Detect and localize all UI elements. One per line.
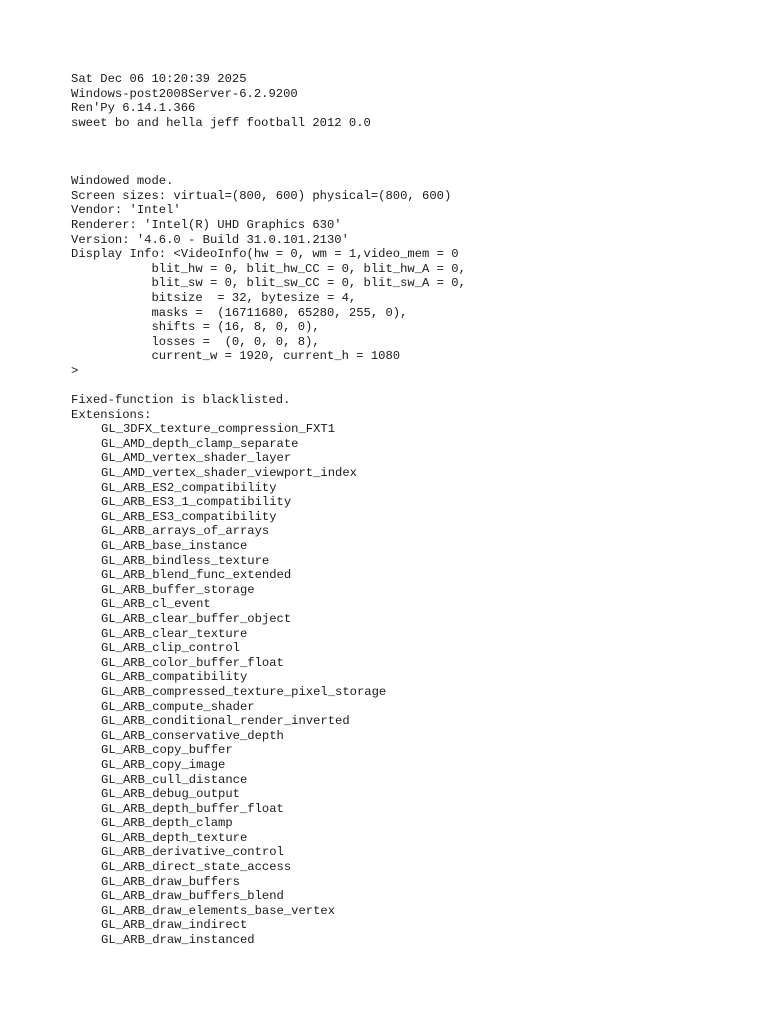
- extension-item: GL_ARB_draw_buffers_blend: [101, 889, 284, 904]
- screen-sizes-line: Screen sizes: virtual=(800, 600) physical=(800, 600): [71, 188, 452, 203]
- fixed-function-line: Fixed-function is blacklisted.: [71, 393, 291, 408]
- timestamp-line: Sat Dec 06 10:20:39 2025: [71, 72, 247, 86]
- extension-item: GL_ARB_clear_buffer_object: [101, 611, 292, 626]
- extension-item: GL_ARB_ES3_compatibility: [101, 509, 277, 524]
- display-mode-line: Windowed mode.: [71, 174, 174, 189]
- extension-item: GL_ARB_derivative_control: [101, 845, 284, 860]
- extension-item: GL_ARB_color_buffer_float: [101, 655, 284, 670]
- spacer: [71, 378, 751, 393]
- display-info-line: blit_sw = 0, blit_sw_CC = 0, blit_sw_A = 0,: [71, 276, 466, 291]
- extension-item: GL_ARB_blend_func_extended: [101, 568, 292, 583]
- platform-line: Windows-post2008Server-6.2.9200: [71, 86, 298, 101]
- display-info-line: masks = (16711680, 65280, 255, 0),: [71, 305, 408, 320]
- extension-item: GL_ARB_depth_buffer_float: [101, 801, 284, 816]
- renderer-line: Renderer: 'Intel(R) UHD Graphics 630': [71, 217, 342, 232]
- extension-item: GL_ARB_copy_buffer: [101, 743, 233, 758]
- extension-item: GL_ARB_direct_state_access: [101, 860, 292, 875]
- extension-item: GL_ARB_base_instance: [101, 539, 248, 553]
- extension-item: GL_ARB_compute_shader: [101, 699, 255, 714]
- extension-item: GL_ARB_arrays_of_arrays: [101, 524, 270, 539]
- spacer: [71, 160, 751, 175]
- extension-item: GL_ARB_clear_texture: [101, 626, 248, 641]
- spacer: [71, 130, 751, 145]
- engine-line: Ren'Py 6.14.1.366: [71, 101, 196, 116]
- extension-item: GL_ARB_copy_image: [101, 757, 226, 772]
- extension-item: GL_ARB_draw_instanced: [101, 933, 255, 948]
- extension-item: GL_ARB_ES2_compatibility: [101, 480, 277, 495]
- extension-item: GL_ARB_conditional_render_inverted: [101, 714, 350, 729]
- spacer: [71, 145, 751, 160]
- extensions-label: Extensions:: [71, 407, 152, 422]
- extension-item: GL_ARB_draw_buffers: [101, 874, 240, 889]
- display-info-line: bitsize = 32, bytesize = 4,: [71, 290, 357, 305]
- extension-item: GL_ARB_draw_elements_base_vertex: [101, 903, 336, 918]
- extension-item: GL_ARB_bindless_texture: [101, 553, 270, 568]
- extension-item: GL_ARB_compressed_texture_pixel_storage: [101, 684, 387, 699]
- extension-item: GL_ARB_clip_control: [101, 641, 240, 656]
- extension-item: GL_AMD_vertex_shader_viewport_index: [101, 466, 357, 481]
- display-info-line: Display Info: <VideoInfo(hw = 0, wm = 1,video_mem = 0: [71, 247, 459, 262]
- extension-item: GL_ARB_compatibility: [101, 670, 248, 685]
- extension-item: GL_AMD_vertex_shader_layer: [101, 451, 292, 466]
- extension-item: GL_ARB_ES3_1_compatibility: [101, 495, 292, 510]
- display-info-line: >: [71, 363, 79, 378]
- extension-item: GL_ARB_buffer_storage: [101, 582, 255, 597]
- display-info-line: shifts = (16, 8, 0, 0),: [71, 320, 320, 335]
- display-info-line: blit_hw = 0, blit_hw_CC = 0, blit_hw_A = 0,: [71, 261, 466, 276]
- extensions-list: [71, 422, 751, 947]
- display-info-line: current_w = 1920, current_h = 1080: [71, 349, 401, 364]
- game-line: sweet bo and hella jeff football 2012 0.0: [71, 115, 371, 130]
- extension-item: GL_AMD_depth_clamp_separate: [101, 436, 299, 451]
- extension-item: GL_ARB_debug_output: [101, 787, 240, 802]
- display-info-line: losses = (0, 0, 0, 8),: [71, 334, 320, 349]
- extension-item: GL_ARB_depth_texture: [101, 830, 248, 845]
- version-line: Version: '4.6.0 - Build 31.0.101.2130': [71, 232, 349, 247]
- extension-item: GL_ARB_conservative_depth: [101, 728, 284, 743]
- log-document: [71, 72, 751, 948]
- extension-item: GL_ARB_cull_distance: [101, 772, 248, 787]
- extension-item: GL_ARB_draw_indirect: [101, 918, 248, 933]
- vendor-line: Vendor: 'Intel': [71, 203, 181, 218]
- extension-item: GL_3DFX_texture_compression_FXT1: [101, 422, 336, 437]
- extension-item: GL_ARB_cl_event: [101, 597, 211, 612]
- extension-item: GL_ARB_depth_clamp: [101, 816, 233, 831]
